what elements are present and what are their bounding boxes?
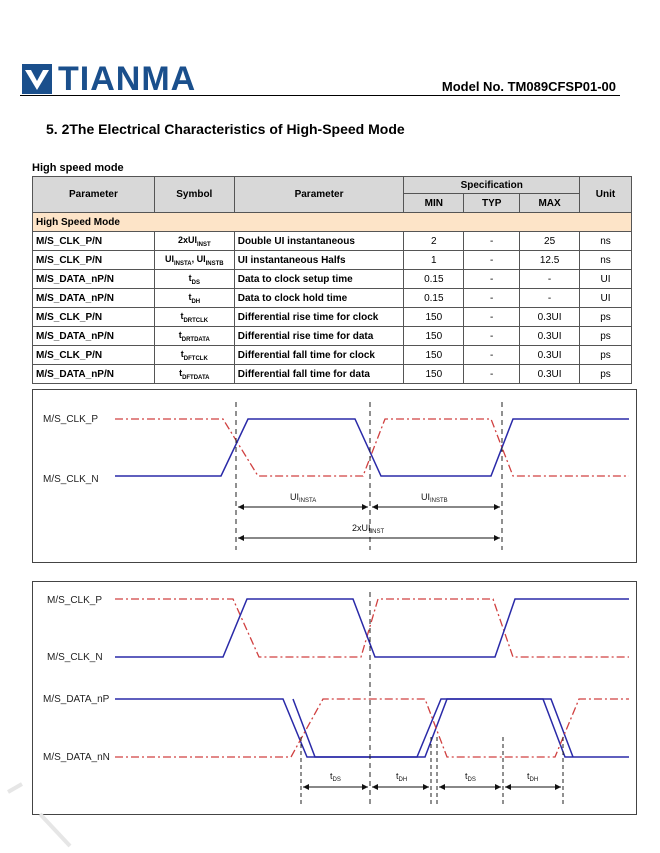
cell-param: M/S_CLK_P/N <box>33 232 155 251</box>
arrowhead <box>372 784 378 790</box>
label-data-n: M/S_DATA_nN <box>43 752 110 763</box>
cell-unit: ps <box>580 327 632 346</box>
cell-symbol: $t_{DFTCLK}$ <box>154 346 234 365</box>
cell-param: M/S_CLK_P/N <box>33 308 155 327</box>
cell-unit: ps <box>580 346 632 365</box>
header-parameter: Parameter <box>33 177 155 213</box>
cell-param: M/S_DATA_nP/N <box>33 365 155 384</box>
cell-description: Differential rise time for clock <box>234 308 404 327</box>
arrowhead <box>423 784 429 790</box>
label-clk-p-2: M/S_CLK_P <box>47 595 103 606</box>
cell-symbol: 2xUI$_{INST}$ <box>154 232 234 251</box>
ui-b-label: $UI_{INSTB}$ <box>421 492 448 504</box>
cell-param: M/S_DATA_nP/N <box>33 327 155 346</box>
data-timing-svg <box>33 582 636 814</box>
cell-max: 0.3UI <box>520 346 580 365</box>
cell-typ: - <box>464 346 520 365</box>
cell-param: M/S_CLK_P/N <box>33 346 155 365</box>
cell-typ: - <box>464 270 520 289</box>
cell-max: - <box>520 289 580 308</box>
cell-description: Differential fall time for data <box>234 365 404 384</box>
cell-symbol: $t_{DRTDATA}$ <box>154 327 234 346</box>
arrowhead <box>555 784 561 790</box>
arrowhead <box>362 504 368 510</box>
cell-symbol: $t_{DS}$ <box>154 270 234 289</box>
table-row <box>33 289 632 308</box>
table-row <box>33 365 632 384</box>
cell-unit: ns <box>580 251 632 270</box>
label-clk-p: M/S_CLK_P <box>43 414 99 425</box>
header-max: MAX <box>520 194 580 213</box>
cell-max: - <box>520 270 580 289</box>
table-caption: High speed mode <box>32 162 124 174</box>
cell-unit: ns <box>580 232 632 251</box>
header-specification: Specification <box>404 177 580 194</box>
tianma-logo <box>22 60 197 98</box>
table-row <box>33 251 632 270</box>
model-number: Model No. TM089CFSP01-00 <box>441 79 616 94</box>
cell-symbol: $UI_{INSTA}$, $UI_{INSTB}$ <box>154 251 234 270</box>
corner-watermark <box>0 780 80 853</box>
label-data-p: M/S_DATA_nP <box>43 694 110 705</box>
header-min: MIN <box>404 194 464 213</box>
tianma-logo-icon <box>22 64 52 94</box>
table-row <box>33 232 632 251</box>
clk-n-solid-2 <box>115 599 629 657</box>
cell-min: 0.15 <box>404 270 464 289</box>
cell-description: Data to clock hold time <box>234 289 404 308</box>
cell-unit: UI <box>580 289 632 308</box>
arrowhead <box>494 535 500 541</box>
cell-description: Differential rise time for data <box>234 327 404 346</box>
arrowhead <box>303 784 309 790</box>
arrowhead <box>505 784 511 790</box>
cell-min: 150 <box>404 308 464 327</box>
header-divider <box>20 95 620 96</box>
cell-param: M/S_DATA_nP/N <box>33 270 155 289</box>
clock-timing-svg <box>33 390 636 562</box>
tds-label-2: $t_{DS}$ <box>465 771 476 783</box>
cell-param: M/S_CLK_P/N <box>33 251 155 270</box>
ui-a-label: $UI_{INSTA}$ <box>290 492 317 504</box>
cell-max: 25 <box>520 232 580 251</box>
ui-double-label: 2xUI$_{INST}$ <box>352 523 385 535</box>
arrowhead <box>238 504 244 510</box>
cell-unit: ps <box>580 365 632 384</box>
group-row <box>33 213 632 232</box>
cell-min: 150 <box>404 327 464 346</box>
cell-typ: - <box>464 251 520 270</box>
cell-min: 150 <box>404 346 464 365</box>
header-unit: Unit <box>580 177 632 213</box>
cell-max: 0.3UI <box>520 327 580 346</box>
cell-typ: - <box>464 365 520 384</box>
label-clk-n: M/S_CLK_N <box>43 474 99 485</box>
cell-description: UI instantaneous Halfs <box>234 251 404 270</box>
spec-table <box>32 176 632 384</box>
cell-typ: - <box>464 232 520 251</box>
clk-p-dashed <box>115 419 629 476</box>
data-p-solid-b <box>293 699 573 757</box>
cell-unit: ps <box>580 308 632 327</box>
table-row <box>33 308 632 327</box>
arrowhead <box>372 504 378 510</box>
header-typ: TYP <box>464 194 520 213</box>
cell-unit: UI <box>580 270 632 289</box>
data-n-dashed <box>115 699 629 757</box>
clock-timing-diagram <box>32 389 637 563</box>
group-label: High Speed Mode <box>33 213 632 232</box>
cell-max: 12.5 <box>520 251 580 270</box>
cell-typ: - <box>464 308 520 327</box>
tds-label-1: $t_{DS}$ <box>330 771 341 783</box>
cell-symbol: $t_{DFTDATA}$ <box>154 365 234 384</box>
table-row <box>33 346 632 365</box>
cell-typ: - <box>464 289 520 308</box>
cell-min: 1 <box>404 251 464 270</box>
cell-min: 0.15 <box>404 289 464 308</box>
data-p-solid <box>115 699 629 757</box>
cell-typ: - <box>464 327 520 346</box>
arrowhead <box>439 784 445 790</box>
arrowhead <box>494 504 500 510</box>
cell-symbol: $t_{DRTCLK}$ <box>154 308 234 327</box>
section-title: 5. 2The Electrical Characteristics of High-Speed Mode <box>46 121 405 137</box>
header-symbol: Symbol <box>154 177 234 213</box>
table-row <box>33 327 632 346</box>
header-description: Parameter <box>234 177 404 213</box>
cell-description: Data to clock setup time <box>234 270 404 289</box>
cell-max: 0.3UI <box>520 308 580 327</box>
arrowhead <box>495 784 501 790</box>
data-timing-diagram <box>32 581 637 815</box>
label-clk-n-2: M/S_CLK_N <box>47 652 103 663</box>
tdh-label-1: $t_{DH}$ <box>396 771 408 783</box>
tdh-label-2: $t_{DH}$ <box>527 771 539 783</box>
cell-max: 0.3UI <box>520 365 580 384</box>
cell-symbol: $t_{DH}$ <box>154 289 234 308</box>
cell-description: Double UI instantaneous <box>234 232 404 251</box>
cell-param: M/S_DATA_nP/N <box>33 289 155 308</box>
arrowhead <box>238 535 244 541</box>
clk-n-solid <box>115 419 629 476</box>
cell-min: 2 <box>404 232 464 251</box>
cell-description: Differential fall time for clock <box>234 346 404 365</box>
brand-name: TIANMA <box>58 60 197 98</box>
cell-min: 150 <box>404 365 464 384</box>
table-row <box>33 270 632 289</box>
arrowhead <box>362 784 368 790</box>
